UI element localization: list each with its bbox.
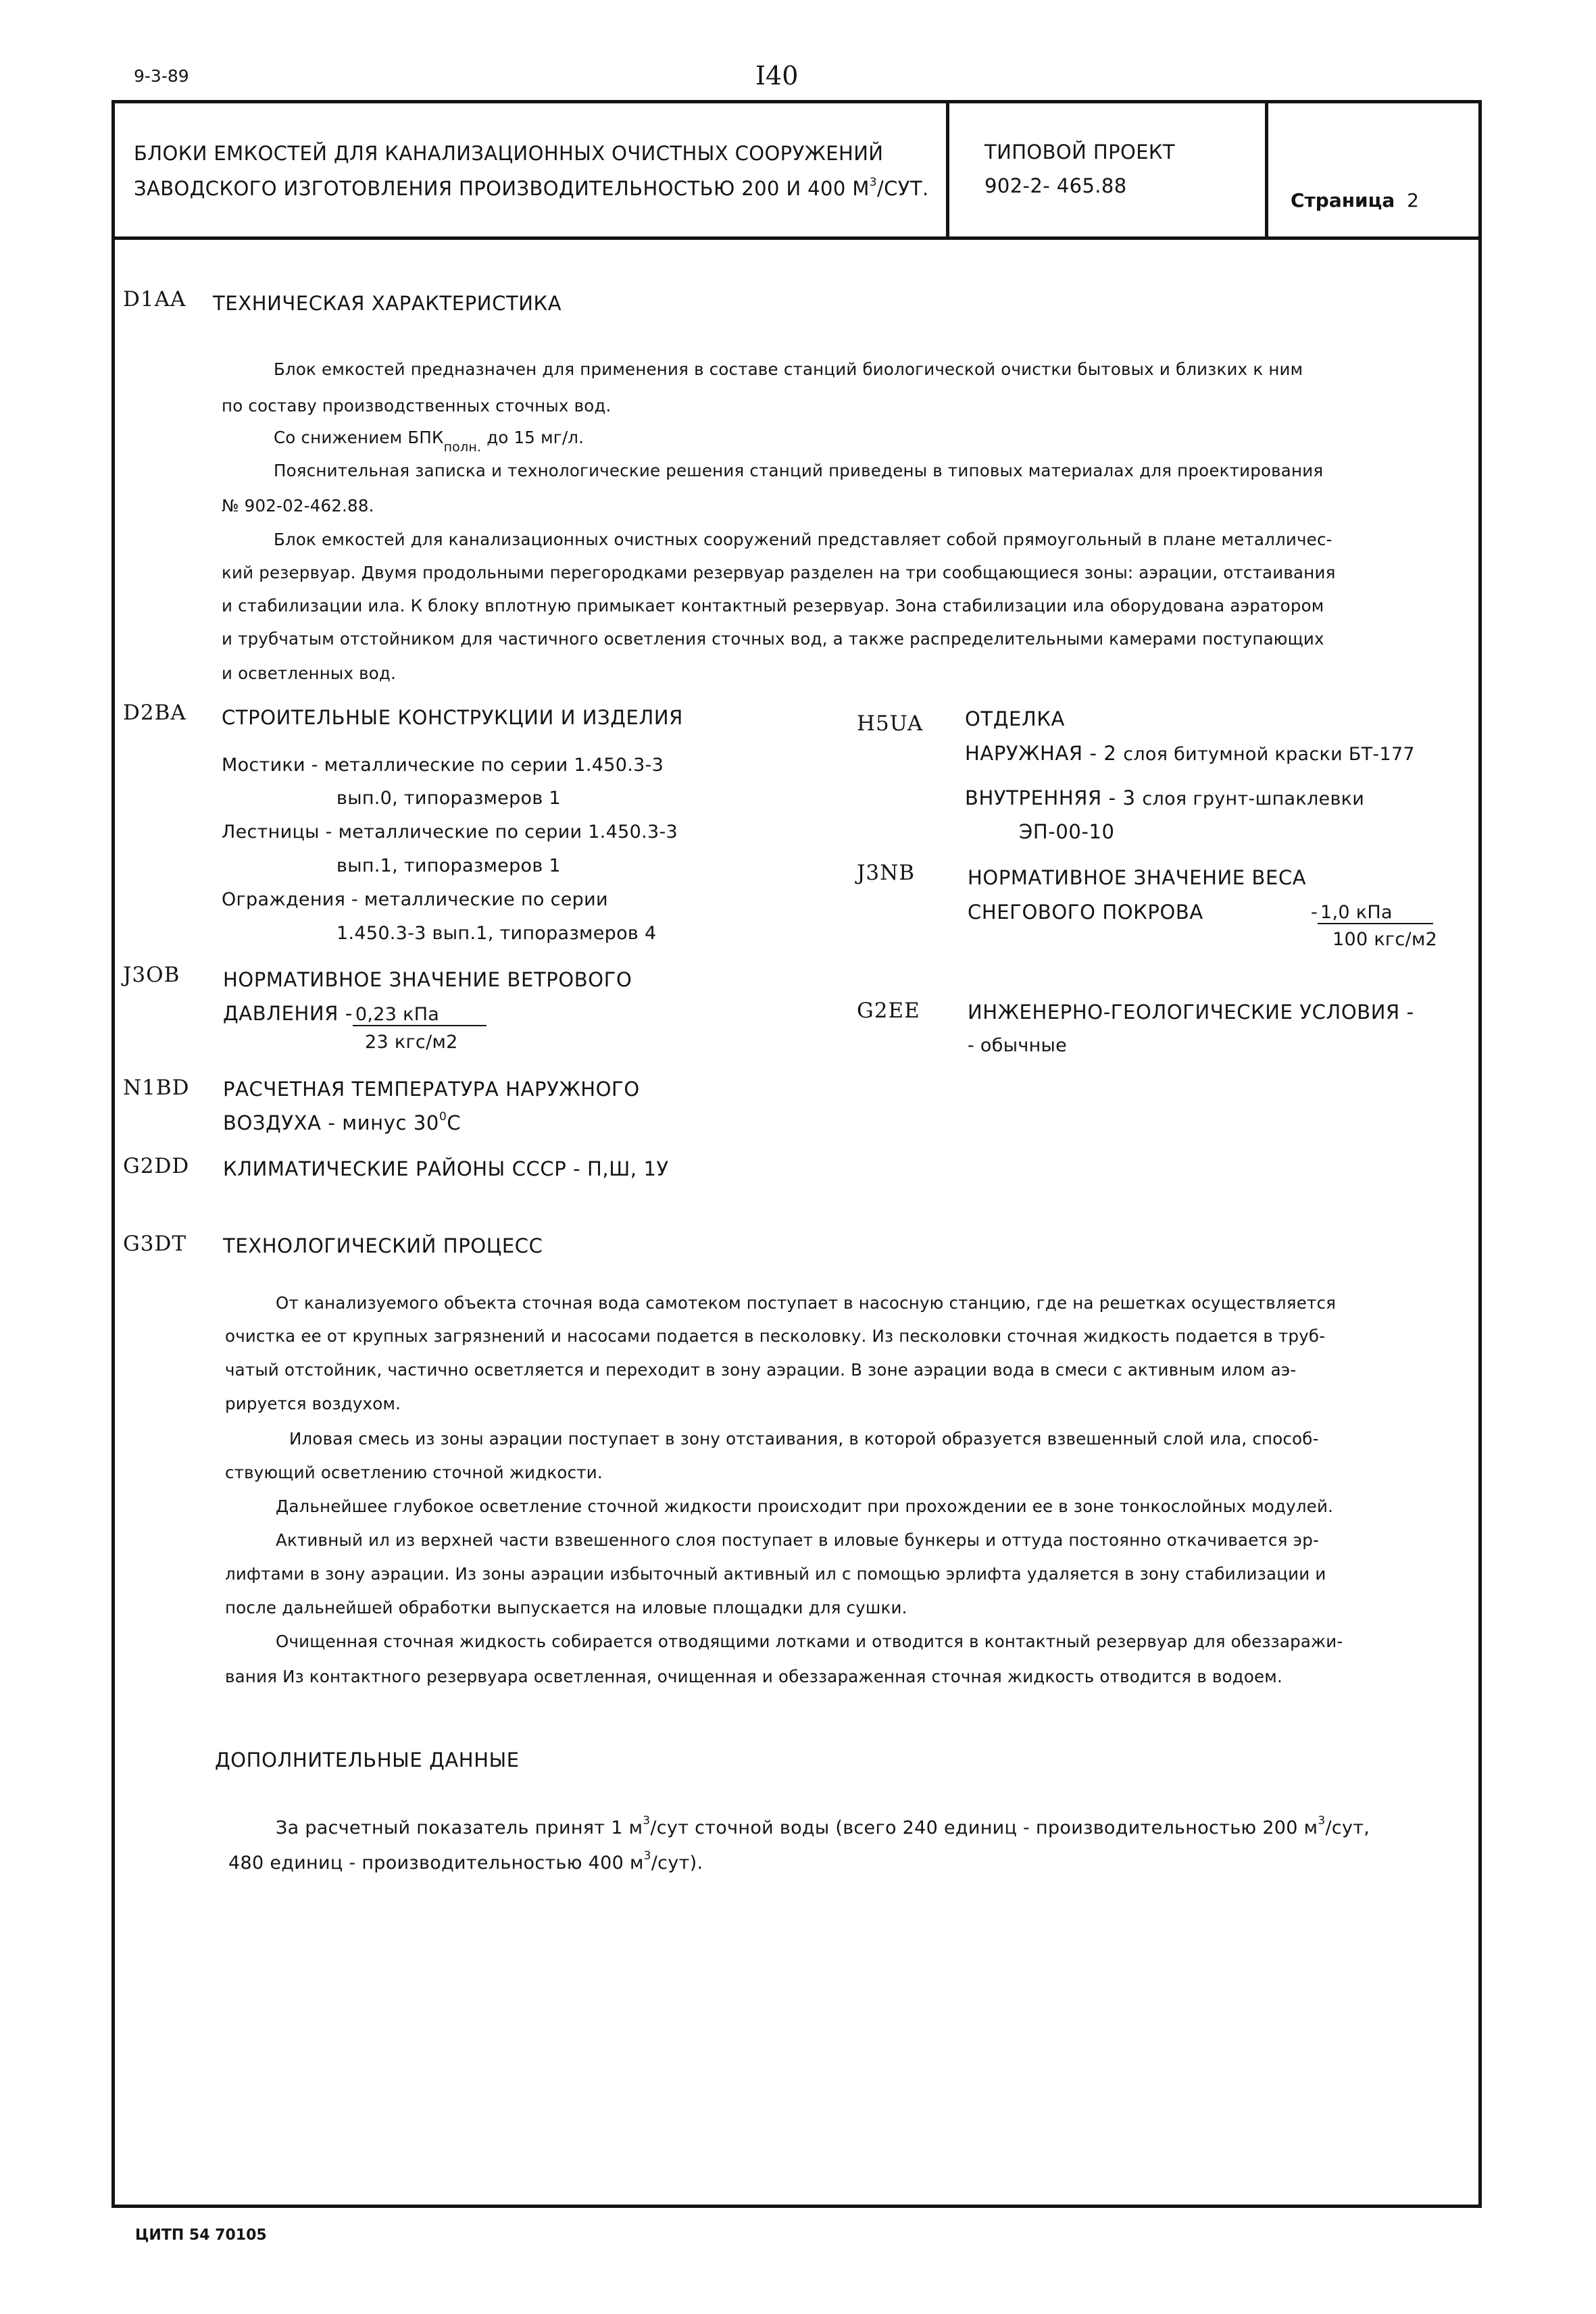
header-divider-vertical-1 bbox=[946, 100, 949, 238]
project-number: 902-2- 465.88 bbox=[984, 174, 1127, 197]
project-label: ТИПОВОЙ ПРОЕКТ bbox=[984, 141, 1176, 164]
section-code-h5ua: H5UA bbox=[857, 711, 924, 736]
text-line: ИНЖЕНЕРНО-ГЕОЛОГИЧЕСКИЕ УСЛОВИЯ - bbox=[968, 1001, 1414, 1024]
header-title-line-1: БЛОКИ ЕМКОСТЕЙ ДЛЯ КАНАЛИЗАЦИОННЫХ ОЧИСТНЫХ СООРУЖЕНИЙ bbox=[134, 142, 884, 165]
snow-load-kpa: - 1,0 кПа bbox=[1311, 902, 1433, 924]
text-line: вып.0, типоразмеров 1 bbox=[336, 788, 561, 809]
text-line: Дальнейшее глубокое осветление сточной жидкости происходит при прохождении ее в зоне тонкослойных модулей. bbox=[276, 1496, 1334, 1516]
text-line: вып.1, типоразмеров 1 bbox=[336, 855, 561, 876]
text-line: ЭП-00-10 bbox=[1019, 820, 1115, 843]
text-line: СНЕГОВОГО ПОКРОВА bbox=[968, 901, 1203, 924]
text-line: Активный ил из верхней части взвешенного слоя поступает в иловые бункеры и оттуда постоянно откачивается эр- bbox=[276, 1530, 1319, 1550]
section-code-n1bd: N1BD bbox=[123, 1076, 190, 1100]
section-code-j3nb: J3NB bbox=[857, 861, 916, 885]
text-line: Блок емкостей предназначен для применения в составе станций биологической очистки бытовых и близких к ним bbox=[274, 359, 1303, 379]
text-line: РАСЧЕТНАЯ ТЕМПЕРАТУРА НАРУЖНОГО bbox=[223, 1078, 640, 1101]
section-heading-construction: СТРОИТЕЛЬНЫЕ КОНСТРУКЦИИ И ИЗДЕЛИЯ bbox=[222, 706, 683, 729]
text-line: Очищенная сточная жидкость собирается отводящими лотками и отводится в контактный резервуар для обеззаражи- bbox=[276, 1632, 1343, 1651]
section-heading-additional: ДОПОЛНИТЕЛЬНЫЕ ДАННЫЕ bbox=[215, 1749, 520, 1771]
text-line: ДАВЛЕНИЯ - 0,23 кПа bbox=[223, 1002, 487, 1026]
section-code-d2ba: D2BA bbox=[123, 701, 186, 725]
text-line: ствующий осветлению сточной жидкости. bbox=[225, 1463, 603, 1482]
text-line: 1.450.3-3 вып.1, типоразмеров 4 bbox=[336, 923, 657, 944]
text-line: Ограждения - металлические по серии bbox=[222, 889, 608, 910]
text-line: и трубчатым отстойником для частичного осветления сточных вод, а также распределительными камерами поступающих bbox=[222, 629, 1324, 649]
text-line: Иловая смесь из зоны аэрации поступает в зону отстаивания, в которой образуется взвешенный слой ила, способ- bbox=[289, 1429, 1319, 1449]
text-line: - обычные bbox=[968, 1035, 1068, 1056]
text-line: и стабилизации ила. К блоку вплотную примыкает контактный резервуар. Зона стабилизации ила оборудована аэратором bbox=[222, 596, 1324, 615]
page-indicator: Страница 2 bbox=[1291, 189, 1419, 211]
section-code-g2dd: G2DD bbox=[123, 1154, 190, 1178]
text-line: НАРУЖНАЯ - 2 слоя битумной краски БТ-177 bbox=[965, 742, 1415, 765]
text-line: За расчетный показатель принят 1 $м^3$/сут сточной воды (всего 240 единиц - производительностью 200 $м^3$/сут, bbox=[276, 1814, 1370, 1838]
text-line: № 902-02-462.88. bbox=[222, 496, 374, 515]
section-heading-tech-char: ТЕХНИЧЕСКАЯ ХАРАКТЕРИСТИКА bbox=[213, 292, 562, 315]
text-line: после дальнейшей обработки выпускается на иловые площадки для сушки. bbox=[225, 1598, 907, 1617]
footer-code: ЦИТП 54 70105 bbox=[135, 2227, 267, 2244]
section-code-d1aa: D1AA bbox=[123, 287, 186, 311]
text-line: Пояснительная записка и технологические решения станций приведены в типовых материалах для проектирования bbox=[274, 461, 1324, 480]
section-code-g2ee: G2EE bbox=[857, 999, 920, 1023]
text-line: НОРМАТИВНОЕ ЗНАЧЕНИЕ ВЕСА bbox=[968, 866, 1307, 889]
text-line: Со снижением $БПК_{полн.}$ до 15 мг/л. bbox=[274, 428, 584, 455]
text-line: кий резервуар. Двумя продольными перегородками резервуар разделен на три сообщающиеся зоны: аэрации, отстаивания bbox=[222, 563, 1336, 582]
section-code-g3dt: G3DT bbox=[123, 1232, 187, 1256]
text-line: От канализуемого объекта сточная вода самотеком поступает в насосную станцию, где на решетках осуществляется bbox=[276, 1293, 1337, 1313]
snow-load-kgf: 100 кгс/м2 bbox=[1332, 929, 1438, 950]
text-line: Мостики - металлические по серии 1.450.3-3 bbox=[222, 755, 664, 776]
text-line: вания Из контактного резервуара осветленная, очищенная и обеззараженная сточная жидкость отводится в водоем. bbox=[225, 1667, 1282, 1686]
section-heading-finishing: ОТДЕЛКА bbox=[965, 707, 1065, 730]
text-line: 480 единиц - производительностью 400 $м^3/сут$). bbox=[228, 1849, 703, 1873]
text-line: лифтами в зону аэрации. Из зоны аэрации избыточный активный ил с помощью эрлифта удаляется в зону стабилизации и bbox=[225, 1564, 1326, 1584]
sheet-date: 9-3-89 bbox=[134, 66, 189, 86]
text-line: чатый отстойник, частично осветляется и переходит в зону аэрации. В зоне аэрации вода в смеси с активным илом аэ- bbox=[225, 1360, 1297, 1380]
header-divider bbox=[111, 236, 1482, 240]
text-line: рируется воздухом. bbox=[225, 1394, 401, 1413]
text-line: ВОЗДУХА - минус $30^0С$ bbox=[223, 1110, 462, 1134]
sheet-number: I40 bbox=[755, 61, 799, 91]
text-line: НОРМАТИВНОЕ ЗНАЧЕНИЕ ВЕТРОВОГО bbox=[223, 968, 632, 991]
header-divider-vertical-2 bbox=[1265, 100, 1268, 238]
text-line: очистка ее от крупных загрязнений и насосами подается в песколовку. Из песколовки сточная жидкость подается в труб- bbox=[225, 1326, 1326, 1346]
text-line: Блок емкостей для канализационных очистных сооружений представляет собой прямоугольный в плане металличес- bbox=[274, 530, 1332, 549]
section-code-j3ob: J3OB bbox=[123, 963, 180, 987]
text-line: и осветленных вод. bbox=[222, 663, 397, 683]
section-heading-tech-process: ТЕХНОЛОГИЧЕСКИЙ ПРОЦЕСС bbox=[223, 1234, 543, 1257]
text-line: ВНУТРЕННЯЯ - 3 слоя грунт-шпаклевки bbox=[965, 786, 1365, 809]
page-frame bbox=[111, 100, 1482, 2208]
text-line: по составу производственных сточных вод. bbox=[222, 396, 612, 416]
text-line: Лестницы - металлические по серии 1.450.3-3 bbox=[222, 822, 678, 842]
wind-load-kgf: 23 кгс/м2 bbox=[365, 1032, 458, 1053]
text-line: КЛИМАТИЧЕСКИЕ РАЙОНЫ СССР - П,Ш, 1У bbox=[223, 1157, 669, 1180]
header-title-line-2: ЗАВОДСКОГО ИЗГОТОВЛЕНИЯ ПРОИЗВОДИТЕЛЬНОСТЬЮ 200 И 400 $М^3$/СУТ. bbox=[134, 176, 929, 200]
